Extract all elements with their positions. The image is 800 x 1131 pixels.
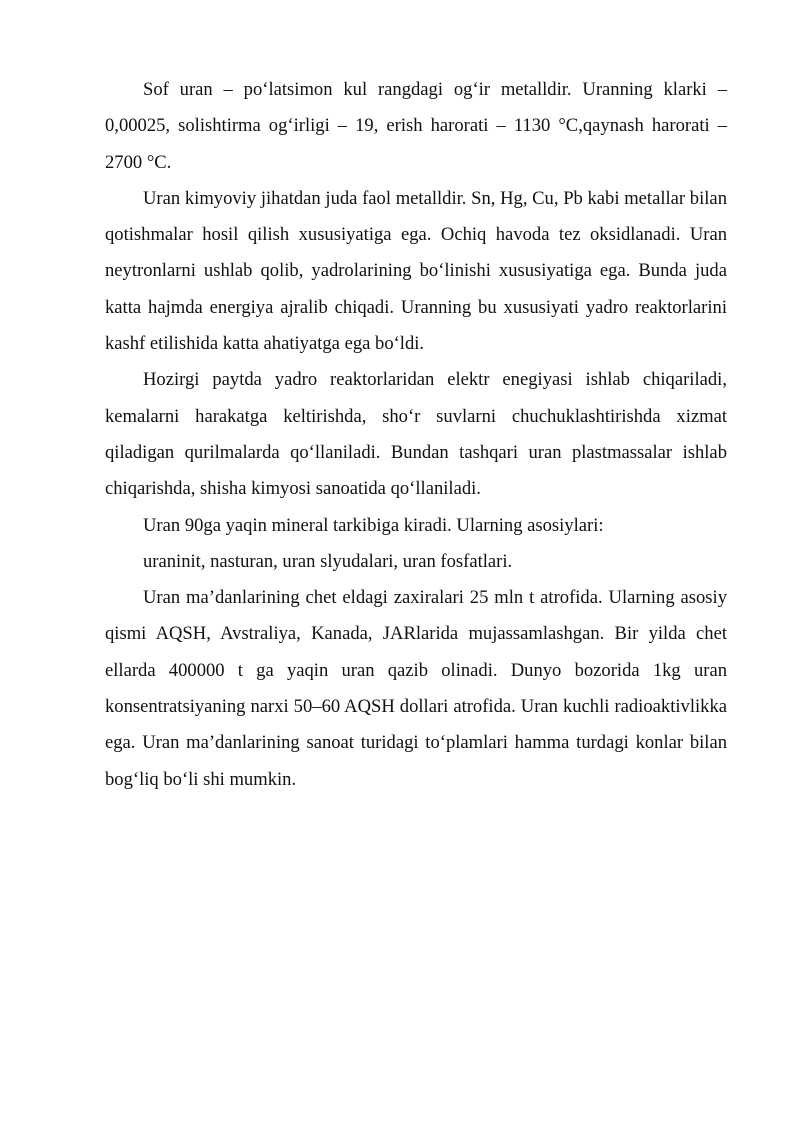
paragraph-uranium-minerals: Uran 90ga yaqin mineral tarkibiga kiradi. Ularning asosiylari: [143,514,604,536]
document-page [105,72,727,798]
paragraph-uranium-reserves: Uran ma’danlarining chet eldagi zaxiralari 25 mln t atrofida. Ularning asosiy qismi AQSH, Avstraliya, Kanada, JARlarida mujassamlashgan. Bir yilda chet ellarda 400000 t ga yaqin uran qazib olinadi. Dunyo bozorida 1kg uran konsentratsiyaning narxi 50–60 AQSH dollari atrofida. Uran kuchli radioaktivlikka ega. Uran ma’danlarining sanoat turidagi to‘plamlari hamma turdagi konlar bilan bog‘liq bo‘li shi mumkin. [105,587,727,790]
paragraph-uranium-chemistry: Uran kimyoviy jihatdan juda faol metalldir. Sn, Hg, Cu, Pb kabi metallar bilan qotishmalar hosil qilish xususiyatiga ega. Ochiq havoda tez oksidlanadi. Uran neytronlarni ushlab qolib, yadrolarining bo‘linishi xususiyatiga ega. Bunda juda katta hajmda energiya ajralib chiqadi. Uranning bu xususiyati yadro reaktorlarini kashf etilishida katta ahatiyatga ega bo‘ldi. [105,187,727,355]
paragraph-uranium-applications: Hozirgi paytda yadro reaktorlaridan elektr enegiyasi ishlab chiqariladi, kemalarni harakatga keltirishda, sho‘r suvlarni chuchuklashtirishda xizmat qiladigan qurilmalarda qo‘llaniladi. Bundan tashqari uran plastmassalar ishlab chiqarishda, shisha kimyosi sanoatida qo‘llaniladi. [105,369,727,500]
paragraph-uranium-mineral-list: uraninit, nasturan, uran slyudalari, uran fosfatlari. [143,550,513,572]
paragraph-uranium-properties: Sof uran – po‘latsimon kul rangdagi og‘ir metalldir. Uranning klarki – 0,00025, solishtirma og‘irligi – 19, erish harorati – 1130 °C,qaynash harorati – 2700 °C. [105,79,727,173]
